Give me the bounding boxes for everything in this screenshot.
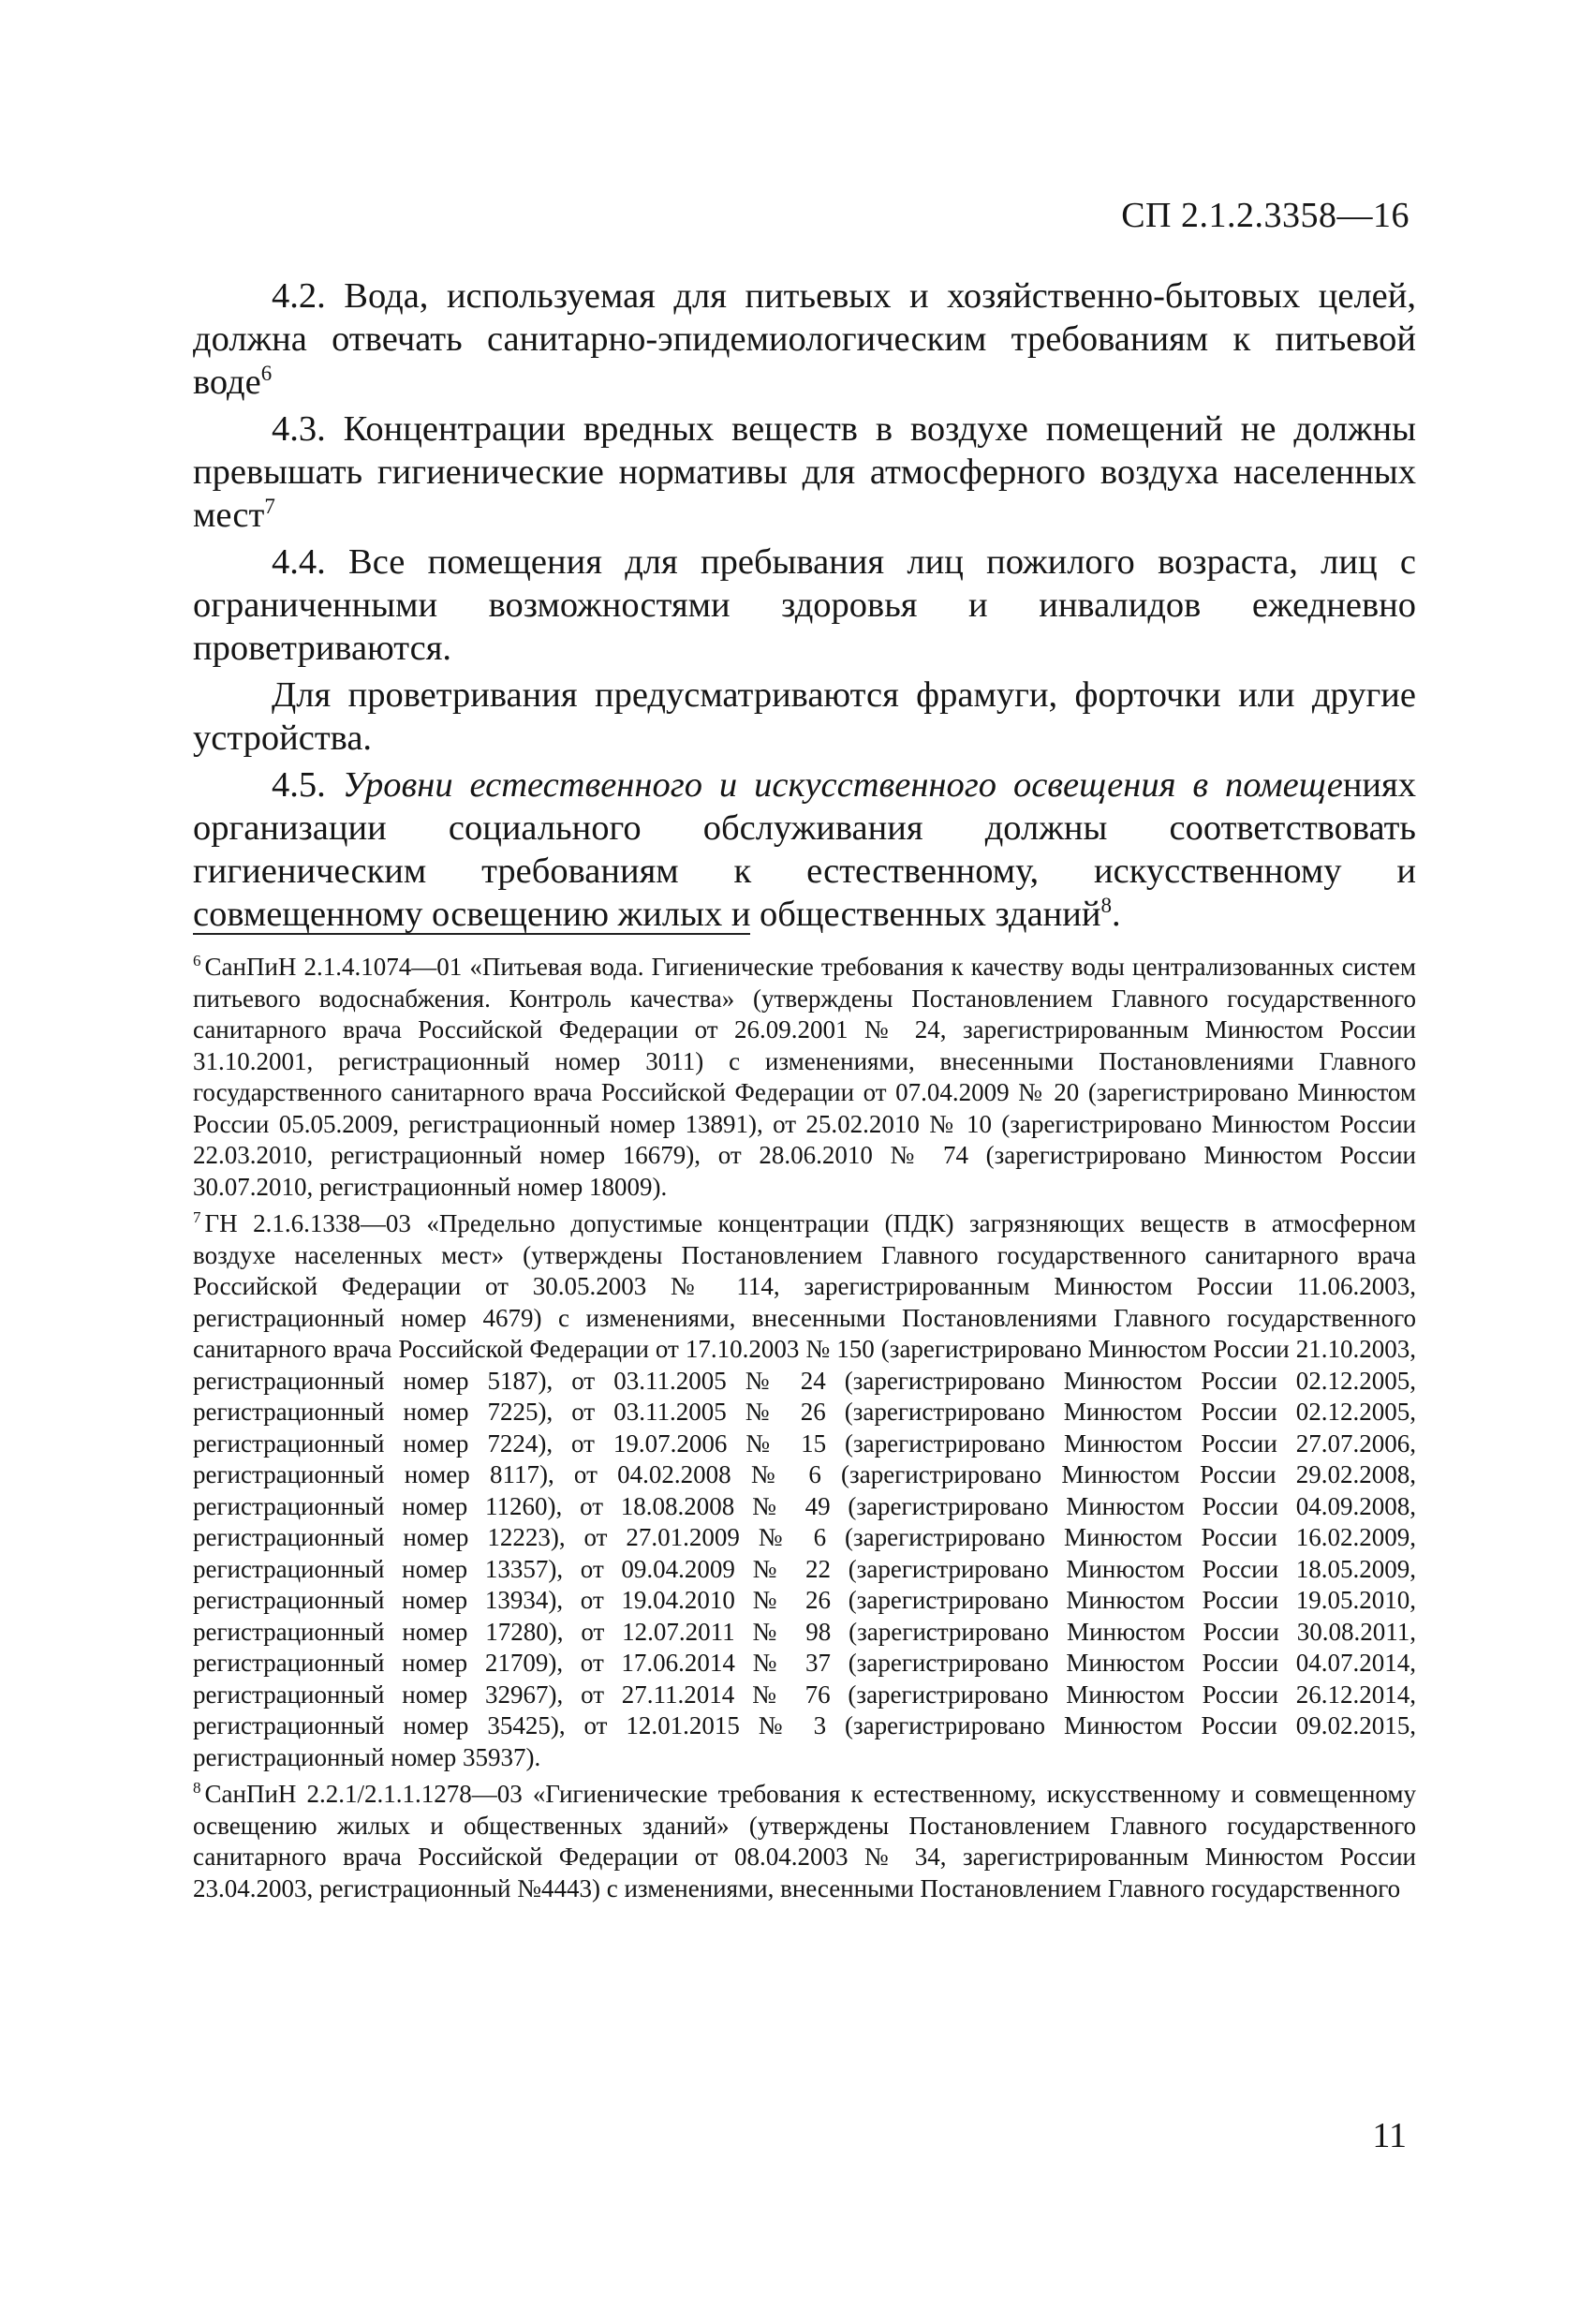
paragraph-4-2-text: 4.2. Вода, используемая для питьевых и хозяйственно-бытовых целей, должна отвечать санитарно-эпидемиологическим требованиям к питьевой воде [193, 276, 1416, 402]
footnote-ref-7: 7 [264, 495, 275, 518]
footnote-7 [193, 1208, 1416, 1773]
paragraph-4-4-continued [193, 674, 1416, 760]
footnote-8-text: СанПиН 2.2.1/2.1.1.1278—03 «Гигиенические требования к естественному, искусственному и совмещенному освещению жилых и общественных зданий» (утверждены Постановлением Главного государственного санитарного врача Российской Федерации от 08.04.2003 № 34, зарегистрированным Минюстом России 23.04.2003, регистрационный №4443) с изменениями, внесенными Постановлением Главного государственного [193, 1780, 1416, 1902]
footnote-6-text: СанПиН 2.1.4.1074—01 «Питьевая вода. Гигиенические требования к качеству воды централизованных систем питьевого водоснабжения. Контроль качества» (утверждены Постановлением Главного государственного санитарного врача Российской Федерации от 26.09.2001 № 24, зарегистрированным Минюстом России 31.10.2001, регистрационный номер 3011) с изменениями, внесенными Постановлениями Главного государственного санитарного врача Российской Федерации от 07.04.2009 № 20 (зарегистрировано Минюстом России 05.05.2009, регистрационный номер 13891), от 25.02.2010 № 10 (зарегистрировано Минюстом России 22.03.2010, регистрационный номер 16679), от 28.06.2010 № 74 (зарегистрировано Минюстом России 30.07.2010, регистрационный номер 18009). [193, 953, 1416, 1201]
footnote-ref-6: 6 [260, 362, 273, 385]
footnote-6-mark: 6 [193, 952, 201, 970]
footnote-7-mark: 7 [193, 1208, 201, 1226]
paragraph-4-5 [193, 763, 1416, 936]
paragraph-4-4 [193, 540, 1416, 670]
footnote-separator [193, 933, 750, 935]
paragraph-4-4-text: 4.4. Все помещения для пребывания лиц пожилого возраста, лиц с ограниченными возможностями здоровья и инвалидов ежедневно проветриваются. [193, 542, 1416, 668]
paragraph-4-5-number: 4.5. [272, 765, 343, 805]
footnote-8-mark: 8 [193, 1779, 201, 1797]
paragraph-4-5-text: ниях организации социального обслуживания должны соответствовать гигиеническим требованиям к естественному, искусственному и совмещенному освещению жилых и общественных зданий [193, 765, 1416, 934]
paragraph-4-5-end: . [1112, 895, 1121, 934]
paragraph-4-4-continued-text: Для проветривания предусматриваются фрамуги, форточки или другие устройства. [193, 675, 1416, 758]
paragraph-4-3 [193, 407, 1416, 537]
footnote-6 [193, 952, 1416, 1203]
paragraph-4-2 [193, 274, 1416, 404]
main-text [193, 274, 1416, 936]
page-number: 11 [1372, 2116, 1407, 2155]
footnote-8 [193, 1779, 1416, 1904]
paragraph-4-5-italic-text: Уровни естественного и искусственного освещения в помеще [342, 765, 1343, 805]
footnotes [193, 952, 1416, 1910]
document-code-header: СП 2.1.2.3358—16 [1121, 196, 1410, 235]
footnote-ref-8: 8 [1100, 894, 1112, 917]
paragraph-4-3-text: 4.3. Концентрации вредных веществ в воздухе помещений не должны превышать гигиенические нормативы для атмосферного воздуха населенных мест [193, 409, 1416, 535]
footnote-7-text: ГН 2.1.6.1338—03 «Предельно допустимые концентрации (ПДК) загрязняющих веществ в атмосферном воздухе населенных мест» (утверждены Постановлением Главного государственного санитарного врача Российской Федерации от 30.05.2003 № 114, зарегистрированным Минюстом России 11.06.2003, регистрационный номер 4679) с изменениями, внесенными Постановлениями Главного государственного санитарного врача Российской Федерации от 17.10.2003 № 150 (зарегистрировано Минюстом России 21.10.2003, регистрационный номер 5187), от 03.11.2005 № 24 (зарегистрировано Минюстом России 02.12.2005, регистрационный номер 7225), от 03.11.2005 № 26 (зарегистрировано Минюстом России 02.12.2005, регистрационный номер 7224), от 19.07.2006 № 15 (зарегистрировано Минюстом России 27.07.2006, регистрационный номер 8117), от 04.02.2008 № 6 (зарегистрировано Минюстом России 29.02.2008, регистрационный номер 11260), от 18.08.2008 № 49 (зарегистрировано Минюстом России 04.09.2008, регистрационный номер 12223), от 27.01.2009 № 6 (зарегистрировано Минюстом России 16.02.2009, регистрационный номер 13357), от 09.04.2009 № 22 (зарегистрировано Минюстом России 18.05.2009, регистрационный номер 13934), от 19.04.2010 № 26 (зарегистрировано Минюстом России 19.05.2010, регистрационный номер 17280), от 12.07.2011 № 98 (зарегистрировано Минюстом России 30.08.2011, регистрационный номер 21709), от 17.06.2014 № 37 (зарегистрировано Минюстом России 04.07.2014, регистрационный номер 32967), от 27.11.2014 № 76 (зарегистрировано Минюстом России 26.12.2014, регистрационный номер 35425), от 12.01.2015 № 3 (зарегистрировано Минюстом России 09.02.2015, регистрационный номер 35937). [193, 1209, 1416, 1771]
